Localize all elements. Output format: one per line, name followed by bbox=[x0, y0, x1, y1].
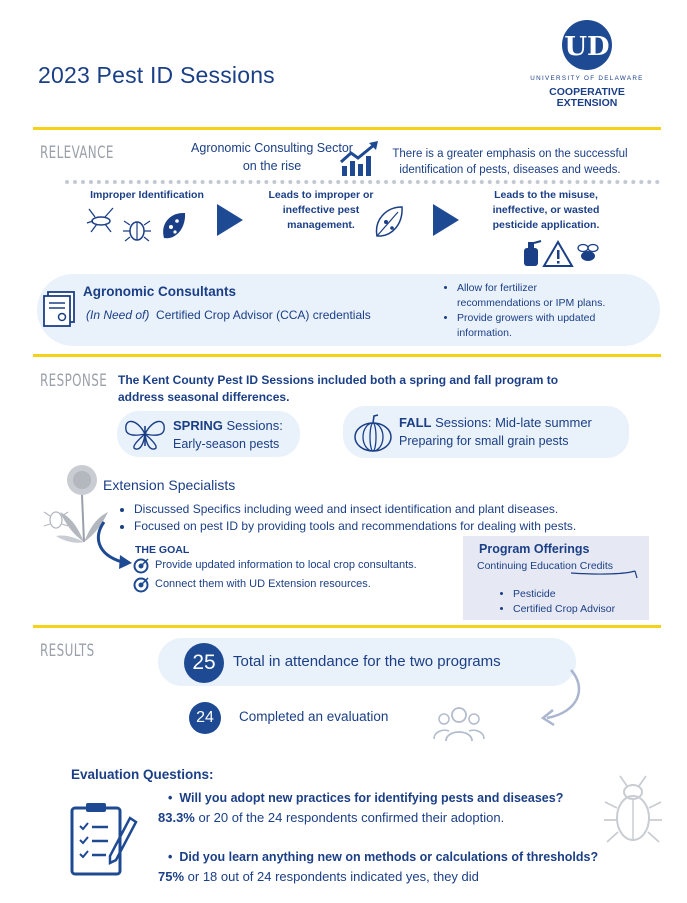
step-misuse-pesticide bbox=[478, 188, 614, 233]
answer-1-pct: 83.3% bbox=[158, 810, 195, 825]
clipboard-icon bbox=[68, 800, 140, 878]
answer-1-rest: or 20 of the 24 respondents confirmed their adoption. bbox=[194, 810, 505, 825]
people-icon bbox=[432, 703, 486, 743]
answer-2 bbox=[158, 869, 479, 884]
chart-up-icon bbox=[338, 140, 382, 178]
list-item: • Discussed Specifics including weed and insect identification and plant diseases. bbox=[134, 501, 660, 518]
goal-2: Connect them with UD Extension resources. bbox=[155, 578, 371, 590]
intro-line1: The Kent County Pest ID Sessions included both a spring and fall program to bbox=[118, 373, 559, 387]
bullet1-line1: Allow for fertilizer bbox=[457, 282, 537, 294]
dotted-divider bbox=[65, 180, 660, 184]
answer-2-rest: or 18 out of 24 respondents indicated yes, they did bbox=[184, 869, 479, 884]
bug-icon bbox=[602, 772, 664, 852]
wasp-icon bbox=[85, 205, 117, 235]
step-improper-id: Improper Identification bbox=[90, 189, 204, 201]
divider-middle bbox=[33, 354, 661, 357]
offerings-list bbox=[499, 587, 615, 617]
step2-line1: Leads to improper or bbox=[268, 189, 374, 201]
spring-text bbox=[173, 417, 283, 453]
step-ineffective-management bbox=[258, 188, 384, 233]
page-title: 2023 Pest ID Sessions bbox=[38, 62, 275, 88]
consultants-need: (In Need of) bbox=[86, 308, 150, 322]
svg-text:UD: UD bbox=[564, 32, 610, 62]
answer-2-pct: 75% bbox=[158, 869, 185, 884]
relevance-label: RELEVANCE bbox=[40, 143, 114, 163]
attendance-number: 25 bbox=[184, 643, 224, 683]
chevron-right-icon bbox=[217, 204, 243, 236]
curved-arrow-icon bbox=[535, 668, 587, 730]
warning-icon bbox=[542, 240, 574, 268]
offerings-sub: Continuing Education Credits bbox=[477, 560, 613, 572]
list-item bbox=[457, 281, 653, 311]
logo-extension bbox=[520, 87, 654, 109]
step3-line3: pesticide application. bbox=[492, 219, 600, 231]
beetle-icon bbox=[122, 215, 152, 243]
underline-arrow-icon bbox=[571, 570, 639, 580]
curved-arrow-icon bbox=[92, 520, 134, 572]
question-2-text: Did you learn anything new on methods or calculations of thresholds? bbox=[179, 850, 599, 864]
fall-rest: Sessions: Mid-late summer bbox=[431, 415, 592, 430]
logo-line1: COOPERATIVE bbox=[549, 86, 625, 98]
logo-line2: EXTENSION bbox=[556, 97, 618, 109]
spring-sub: Early-season pests bbox=[173, 437, 280, 451]
specialists-title: Extension Specialists bbox=[103, 477, 236, 493]
divider-bottom bbox=[33, 625, 661, 628]
divider-top bbox=[33, 127, 661, 130]
response-intro bbox=[118, 372, 638, 406]
specialists-bullets bbox=[120, 501, 660, 535]
step2-line2: ineffective pest bbox=[282, 204, 360, 216]
consultants-title: Agronomic Consultants bbox=[83, 284, 237, 299]
attendance-text: Total in attendance for the two programs bbox=[233, 653, 501, 670]
bee-icon bbox=[574, 242, 602, 266]
chevron-right-icon bbox=[433, 204, 459, 236]
list-item: • Focused on pest ID by providing tools and recommendations for dealing with pests. bbox=[134, 518, 660, 535]
results-label: RESULTS bbox=[40, 641, 95, 661]
answer-1 bbox=[158, 810, 504, 825]
questions-title: Evaluation Questions: bbox=[71, 767, 214, 782]
question-1: • Will you adopt new practices for identifying pests and diseases? bbox=[168, 791, 564, 805]
intro-line2: address seasonal differences. bbox=[118, 390, 290, 404]
emphasis-line2: identification of pests, diseases and weeds. bbox=[399, 164, 621, 176]
step3-line1: Leads to the misuse, bbox=[494, 189, 598, 201]
question-1-text: Will you adopt new practices for identifying pests and diseases? bbox=[179, 791, 564, 805]
list-item: • Pesticide bbox=[513, 587, 615, 602]
bullet1-line2: recommendations or IPM plans. bbox=[457, 297, 606, 309]
evaluation-number: 24 bbox=[189, 702, 221, 734]
target-icon bbox=[133, 577, 149, 593]
target-icon bbox=[133, 558, 149, 574]
list-item bbox=[457, 311, 653, 341]
list-item: • Certified Crop Advisor bbox=[513, 602, 615, 617]
evaluation-text: Completed an evaluation bbox=[239, 709, 389, 724]
logo-university: UNIVERSITY OF DELAWARE bbox=[530, 75, 644, 82]
step3-line2: ineffective, or wasted bbox=[492, 204, 600, 216]
emphasis-text bbox=[383, 146, 637, 178]
fall-text bbox=[399, 414, 592, 450]
consultants-cred: Certified Crop Advisor (CCA) credentials bbox=[156, 308, 371, 322]
fall-sub: Preparing for small grain pests bbox=[399, 434, 569, 448]
emphasis-line1: There is a greater emphasis on the successful bbox=[392, 148, 628, 160]
fall-bold: FALL bbox=[399, 415, 432, 430]
leaf-icon bbox=[372, 204, 406, 240]
offerings-title: Program Offerings bbox=[479, 542, 590, 556]
leaf-icon bbox=[158, 210, 188, 242]
pumpkin-icon bbox=[352, 412, 394, 454]
bullet2-line2: information. bbox=[457, 327, 512, 339]
goal-1: Provide updated information to local crop consultants. bbox=[155, 559, 417, 571]
sprayer-icon bbox=[520, 238, 544, 268]
sector-line1: Agronomic Consulting Sector bbox=[191, 141, 353, 155]
spring-bold: SPRING bbox=[173, 418, 223, 433]
consultants-need-row bbox=[86, 308, 371, 322]
ud-logo bbox=[562, 20, 612, 70]
step2-line3: management. bbox=[287, 219, 355, 231]
certificate-icon bbox=[42, 290, 78, 328]
bullet2-line1: Provide growers with updated bbox=[457, 312, 596, 324]
program-offerings-box bbox=[463, 536, 649, 620]
spring-rest: Sessions: bbox=[222, 418, 283, 433]
question-2: • Did you learn anything new on methods or calculations of thresholds? bbox=[168, 850, 599, 864]
response-label: RESPONSE bbox=[40, 371, 108, 391]
sector-line2: on the rise bbox=[242, 159, 302, 173]
consultants-bullets bbox=[443, 281, 653, 341]
butterfly-icon bbox=[122, 416, 168, 452]
ud-monogram-icon bbox=[562, 20, 612, 70]
goal-title: THE GOAL bbox=[135, 544, 190, 556]
